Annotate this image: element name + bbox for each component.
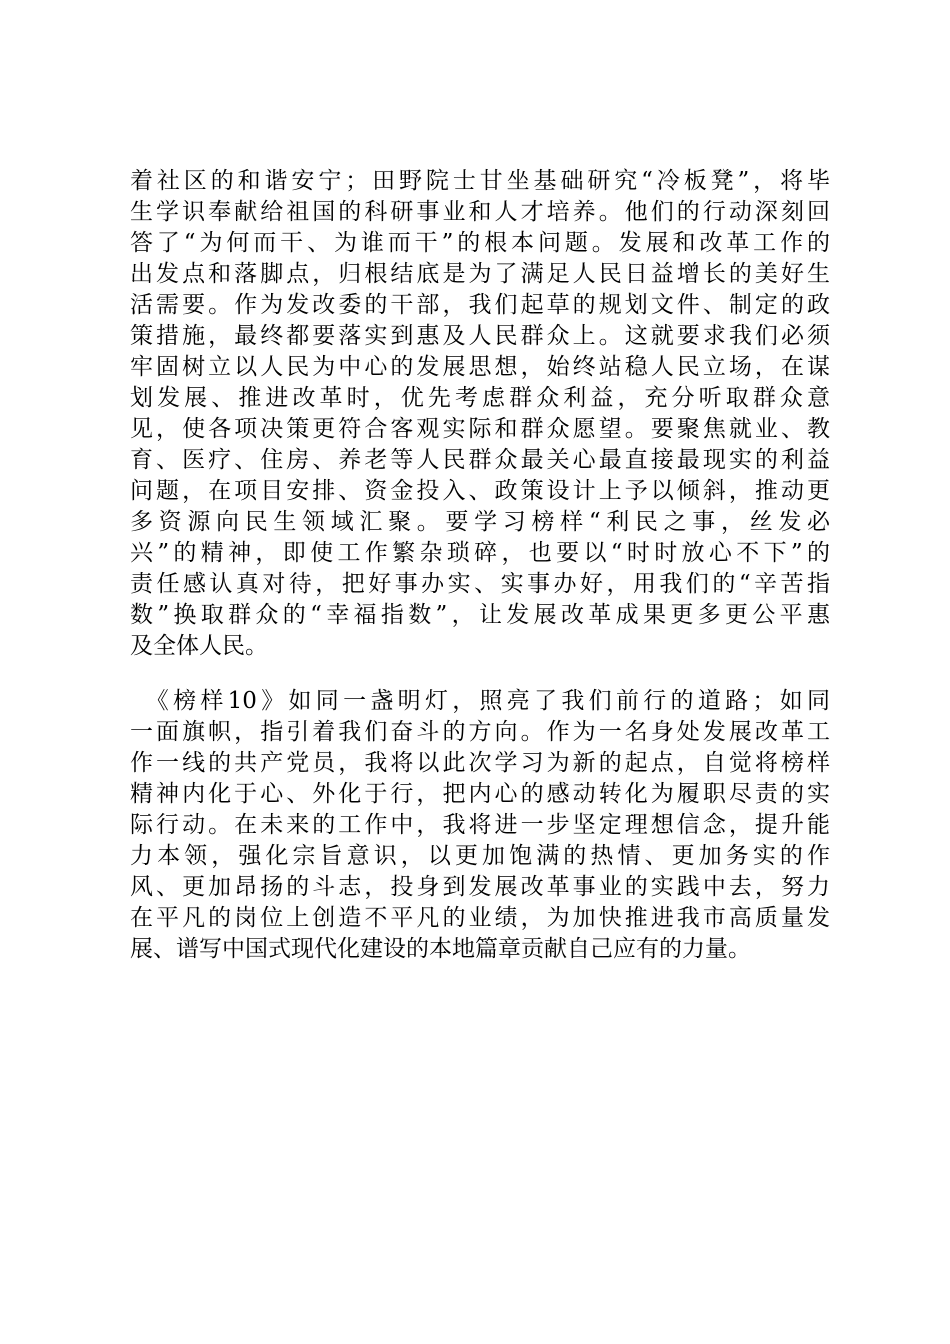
paragraph-line: 力本领，强化宗旨意识，以更加饱满的热情、更加务实的作 — [130, 843, 830, 869]
paragraph-line: 责任感认真对待，把好事办实、实事办好，用我们的“辛苦指 — [130, 571, 830, 597]
paragraph-line: 风、更加昂扬的斗志，投身到发展改革事业的实践中去，努力 — [130, 874, 830, 900]
paragraph-line: 着社区的和谐安宁；田野院士甘坐基础研究“冷板凳”，将毕 — [130, 168, 830, 194]
paragraph-line: 及全体人民。 — [130, 633, 268, 659]
paragraph-line: 问题，在项目安排、资金投入、政策设计上予以倾斜，推动更 — [130, 478, 830, 504]
paragraph-line: 数”换取群众的“幸福指数”，让发展改革成果更多更公平惠 — [130, 602, 830, 628]
paragraph-line: 《榜样10》如同一盏明灯，照亮了我们前行的道路；如同 — [130, 688, 830, 714]
paragraph-line: 际行动。在未来的工作中，我将进一步坚定理想信念，提升能 — [130, 812, 830, 838]
paragraph-line: 精神内化于心、外化于行，把内心的感动转化为履职尽责的实 — [130, 781, 830, 807]
paragraph-line: 见，使各项决策更符合客观实际和群众愿望。要聚焦就业、教 — [130, 416, 830, 442]
paragraph-line: 育、医疗、住房、养老等人民群众最关心最直接最现实的利益 — [130, 447, 830, 473]
paragraph-1 — [130, 166, 830, 662]
paragraph-line: 兴”的精神，即使工作繁杂琐碎，也要以“时时放心不下”的 — [130, 540, 830, 566]
paragraph-line: 策措施，最终都要落实到惠及人民群众上。这就要求我们必须 — [130, 323, 830, 349]
paragraph-line: 作一线的共产党员，我将以此次学习为新的起点，自觉将榜样 — [130, 750, 830, 776]
paragraph-line: 划发展、推进改革时，优先考虑群众利益，充分听取群众意 — [130, 385, 830, 411]
paragraph-line: 答了“为何而干、为谁而干”的根本问题。发展和改革工作的 — [130, 230, 830, 256]
paragraph-line: 一面旗帜，指引着我们奋斗的方向。作为一名身处发展改革工 — [130, 719, 830, 745]
paragraph-2 — [130, 686, 830, 965]
paragraph-line: 出发点和落脚点，归根结底是为了满足人民日益增长的美好生 — [130, 261, 830, 287]
paragraph-spacer — [130, 662, 830, 686]
document-body — [130, 166, 830, 965]
paragraph-line: 多资源向民生领域汇聚。要学习榜样“利民之事，丝发必 — [130, 509, 830, 535]
paragraph-line: 活需要。作为发改委的干部，我们起草的规划文件、制定的政 — [130, 292, 830, 318]
paragraph-line: 生学识奉献给祖国的科研事业和人才培养。他们的行动深刻回 — [130, 199, 830, 225]
paragraph-line: 在平凡的岗位上创造不平凡的业绩，为加快推进我市高质量发 — [130, 905, 830, 931]
paragraph-line: 展、谱写中国式现代化建设的本地篇章贡献自己应有的力量。 — [130, 936, 751, 962]
paragraph-line: 牢固树立以人民为中心的发展思想，始终站稳人民立场，在谋 — [130, 354, 830, 380]
